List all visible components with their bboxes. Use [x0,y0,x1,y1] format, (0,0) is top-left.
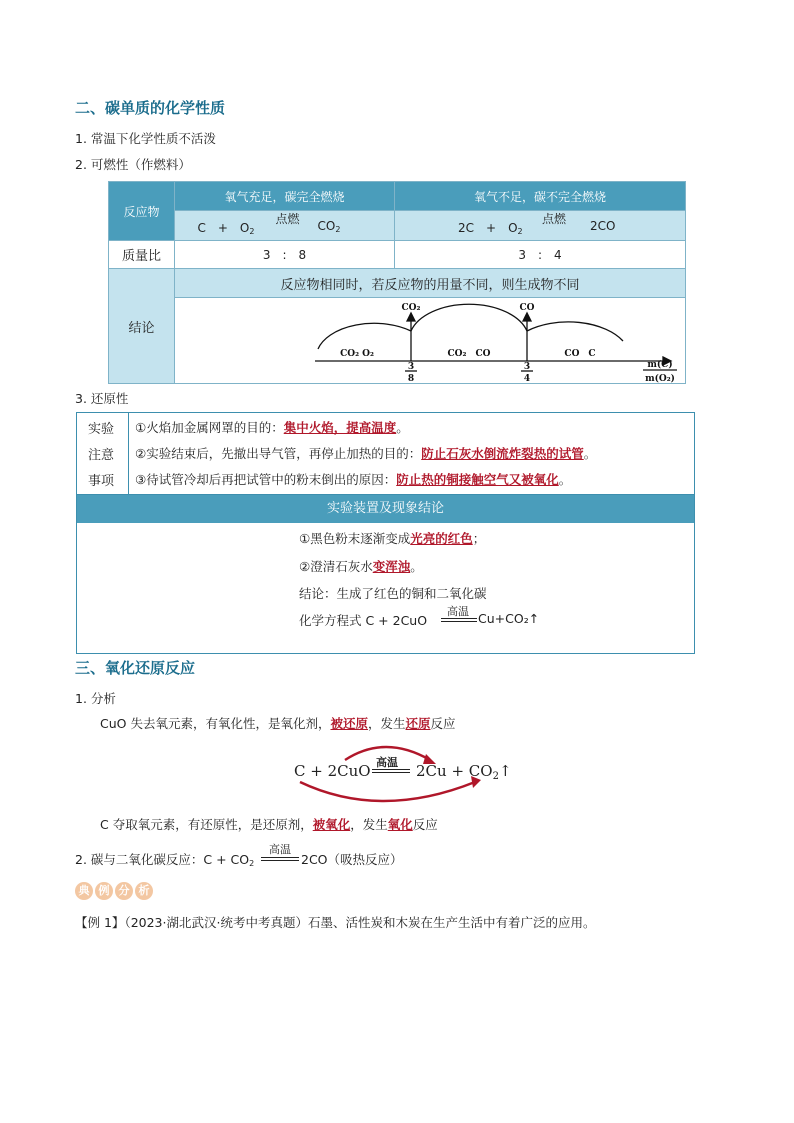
frac1-den: 8 [407,373,415,383]
line2-suffix: 反应 [412,817,438,832]
frac1-num: 3 [407,361,415,372]
badge-char-3: 分 [115,882,133,900]
eq2-rhs: 2CO [590,219,616,233]
obs2-answer: 变浑浊 [372,559,411,574]
note-2-prefix: ②实验结束后，先撤出导气管，再停止加热的目的： [135,446,422,461]
side-label-1: 实验 [88,422,115,437]
side-divider [128,413,129,494]
redox-double-line [372,769,410,773]
example-text: 石墨、活性炭和木炭在生产生活中有着广泛的应用。 [307,915,596,930]
eq2-lhs: 2C + O [458,221,518,235]
axis-den: m(O₂) [645,373,675,383]
eq1-lhs-sub: 2 [249,227,255,236]
section-title-3: 三、氧化还原反应 [75,659,196,677]
reactant-label: 反应物 [109,182,175,241]
equation-incomplete [395,211,686,241]
experiment-header: 实验装置及现象结论 [77,495,694,523]
note-3-answer: 防止热的铜接触空气又被氧化 [396,472,559,487]
product-diagram-cell [175,298,686,384]
line1-mid: ，发生 [367,716,406,731]
segment-3: CO C [564,348,596,359]
line1-prefix: CuO 失去氧元素，有氧化性，是氧化剂， [100,716,331,731]
example-badge [75,879,155,900]
analysis-line-2 [100,815,438,833]
note-3-suffix: 。 [558,472,572,487]
line1-answer-2: 还原 [405,716,431,731]
badge-char-2: 例 [95,882,113,900]
note-2-answer: 防止石灰水倒流炸裂热的试管 [421,446,584,461]
item2-prefix: 2. 碳与二氧化碳反应：C + CO [75,852,250,867]
item-analysis: 1. 分析 [75,691,116,706]
analysis-line-1 [100,714,456,732]
eq2-lhs-sub: 2 [517,227,523,236]
experiment-equation [299,605,619,635]
line2-mid: ，发生 [350,817,388,832]
arrow-co2-head [407,313,415,321]
note-3 [135,470,571,488]
side-label-3: 事项 [88,474,115,489]
mass-ratio-2: 3 : 4 [395,241,686,269]
item2-condition: 高温 [269,843,291,856]
redox-rhs: 2Cu + CO [416,762,493,780]
conclusion-text: 反应物相同时，若反应物的用量不同，则生成物不同 [175,269,686,298]
obs1-suffix: ； [472,531,486,546]
obs1-answer: 光亮的红色 [410,531,473,546]
eq1-lhs: C + O [197,221,250,235]
item-combustibility: 2. 可燃性（作燃料） [75,157,191,172]
note-2-suffix: 。 [583,446,597,461]
example-source: （2023·湖北武汉·统考中考真题） [124,915,308,930]
item2-double-line [261,857,299,861]
side-label-2: 注意 [88,448,115,463]
obs2-prefix: ②澄清石灰水 [299,559,373,574]
note-1-suffix: 。 [396,420,409,435]
item-c-co2 [75,843,475,872]
item-reducibility: 3. 还原性 [75,391,129,406]
line2-prefix: C 夺取氧元素，有还原性，是还原剂， [100,817,313,832]
note-3-prefix: ③待试管冷却后再把试管中的粉末倒出的原因： [135,472,397,487]
equation-prefix: 化学方程式 C + 2CuO [299,613,428,628]
curve-left-a [318,323,411,349]
line1-answer-1: 被还原 [330,716,368,731]
note-1 [135,418,409,436]
axis-num: m(C) [647,359,673,370]
experiment-box [76,412,695,654]
badge-char-4: 析 [135,882,153,900]
badge-char-1: 典 [75,882,93,900]
eq1-condition: 点燃 [275,212,300,226]
item2-rhs: 2CO（吸热反应） [301,852,403,867]
top-label-co: CO [519,302,535,313]
eq1-rhs-sub: 2 [335,225,341,234]
obs2-suffix: 。 [410,559,423,574]
conclusion-label: 结论 [109,269,175,384]
equation-rhs: Cu+CO₂↑ [478,611,540,626]
redox-lhs: C + 2CuO [294,762,371,780]
product-diagram [175,299,685,383]
line1-suffix: 反应 [430,716,456,731]
equation-complete [175,211,395,241]
curve-middle [411,304,527,331]
eq1-rhs: CO [317,219,336,233]
segment-2: CO₂ CO [447,348,491,359]
note-2 [135,444,596,462]
frac2-den: 4 [523,373,531,383]
arrow-lower [300,782,475,801]
obs1-prefix: ①黑色粉末逐渐变成 [299,531,411,546]
redox-arrow: ↑ [498,762,512,780]
item2-sub: 2 [249,859,255,868]
top-label-co2: CO₂ [401,302,421,313]
curve-right [527,321,623,340]
line2-answer-2: 氧化 [387,817,413,832]
redox-rhs-wrap [416,762,512,782]
example-label: 【例 1】 [75,915,125,930]
experiment-conclusion: 结论：生成了红色的铜和二氧化碳 [299,586,487,601]
observation-1 [299,529,485,547]
note-1-prefix: ①火焰加金属网罩的目的： [135,420,284,435]
arrow-co-head [523,313,531,321]
col1-header: 氧气充足，碳完全燃烧 [175,182,395,211]
segment-1: CO₂ O₂ [340,348,374,359]
combustion-table [108,181,686,384]
section-title-2: 二、碳单质的化学性质 [75,99,226,117]
observation-2 [299,557,423,575]
mass-ratio-label: 质量比 [109,241,175,269]
redox-rhs-sub: 2 [492,771,499,782]
line2-answer-1: 被氧化 [312,817,351,832]
col2-header: 氧气不足，碳不完全燃烧 [395,182,686,211]
frac2-num: 3 [523,361,531,372]
eq2-condition: 点燃 [542,212,567,226]
item-inert: 1. 常温下化学性质不活泼 [75,131,216,146]
example-1 [75,913,595,931]
equation-condition: 高温 [447,605,469,618]
redox-equation [294,762,371,780]
mass-ratio-1: 3 : 8 [175,241,395,269]
redox-condition: 高温 [376,756,398,769]
equation-double-line [441,618,477,622]
note-1-answer: 集中火焰，提高温度 [283,420,397,435]
